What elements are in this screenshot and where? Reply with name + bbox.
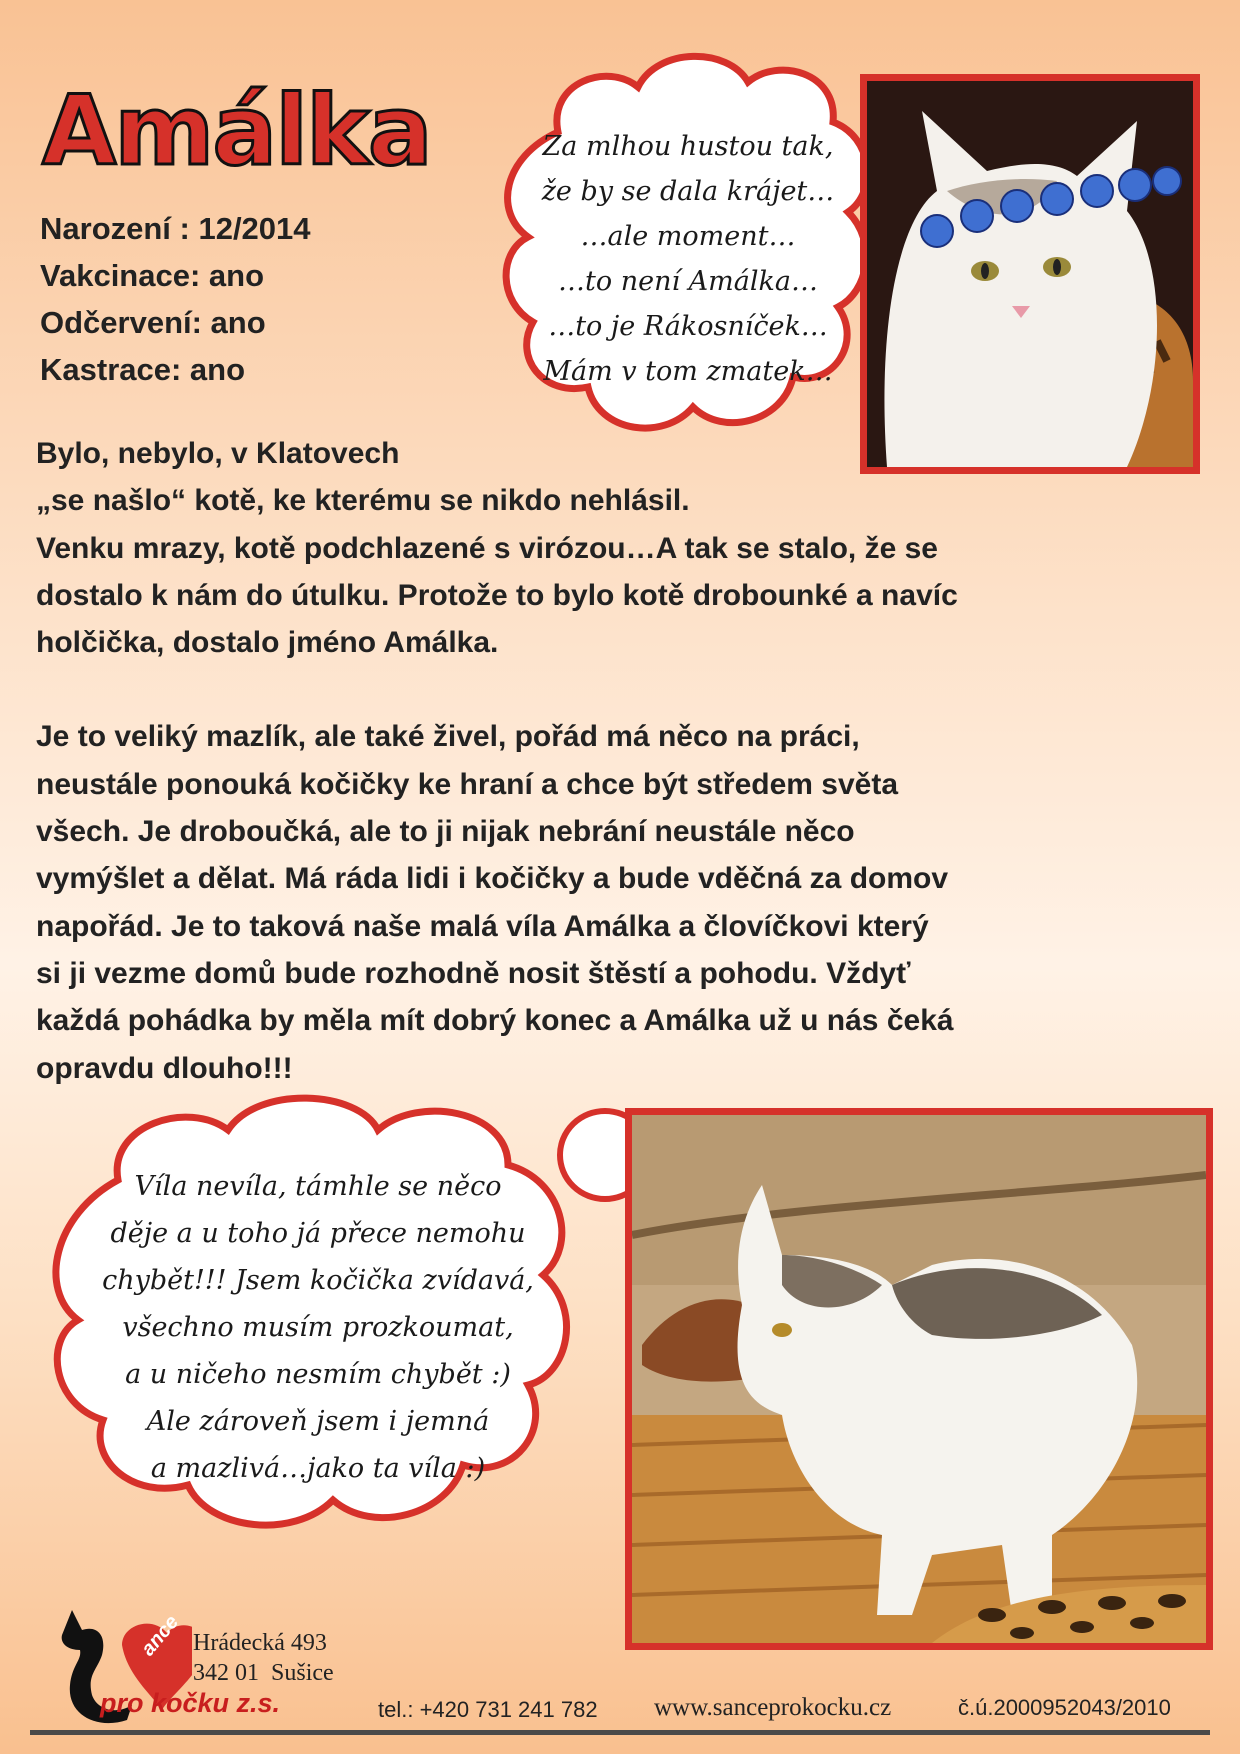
thought-bubble-bottom-text: Víla nevíla, támhle se něco děje a u toho já přece nemohu chybět!!! Jsem kočička zvídavá, všechno musím prozkoumat, a u ničeho nesmím chybět :) Ale zároveň jsem i jemná a mazlivá…jako ta víla :) xyxy=(102,1171,534,1484)
story-paragraph-1: Bylo, nebylo, v Klatovech „se našlo“ kotě, ke kterému se nikdo nehlásil. Venku mrazy, kotě podchlazené s virózou…A tak se stalo, že se dostalo k nám do útulku. Protože to bylo kotě drobounké a navíc holčička, dostalo jméno Amálka. xyxy=(36,437,958,660)
cat-photo-top xyxy=(860,74,1200,474)
story-text xyxy=(36,430,1226,1092)
page-title-text: Amálka xyxy=(42,82,431,182)
website-link[interactable]: www.sanceprokocku.cz xyxy=(654,1694,892,1721)
fact-vaccination: Vakcinace: ano xyxy=(40,258,265,293)
facts-list xyxy=(40,205,311,393)
cat-photo-bottom xyxy=(625,1108,1213,1650)
address-city: 342 01 Sušice xyxy=(193,1660,334,1686)
fact-castration: Kastrace: ano xyxy=(40,352,246,387)
logo-tagline: pro kočku z.s. xyxy=(100,1688,281,1718)
address xyxy=(193,1628,334,1688)
address-street: Hrádecká 493 xyxy=(193,1630,327,1656)
fact-deworming: Odčervení: ano xyxy=(40,305,266,340)
thought-bubble-top-text: Za mlhou hustou tak, že by se dala krájet… …ale moment… …to není Amálka… …to je Rákosníček… Mám v tom zmatek… xyxy=(541,131,835,387)
thought-bubble-bottom xyxy=(38,1085,598,1555)
bank-account: č.ú.2000952043/2010 xyxy=(958,1695,1171,1720)
fact-birth: Narození : 12/2014 xyxy=(40,211,311,246)
page-title xyxy=(34,82,504,182)
story-paragraph-2: Je to veliký mazlík, ale také živel, pořád má něco na práci, neustále ponouká kočičky ke hraní a chce být středem světa všech. Je droboučká, ale to ji nijak nebrání neustále něco vymýšlet a dělat. Má ráda lidi i kočičky a bude vděčná za domov napořád. Je to taková naše malá víla Amálka a človíčkovi který si ji vezme domů bude rozhodně nosit štěstí a pohodu. Vždyť každá pohádka by měla mít dobrý konec a Amálka už u nás čeká opravdu dlouho!!! xyxy=(36,720,954,1085)
phone-number: tel.: +420 731 241 782 xyxy=(378,1697,598,1722)
thought-bubble-top xyxy=(488,42,888,462)
logo-letter: ance xyxy=(136,1611,184,1661)
footer-divider xyxy=(30,1730,1210,1735)
